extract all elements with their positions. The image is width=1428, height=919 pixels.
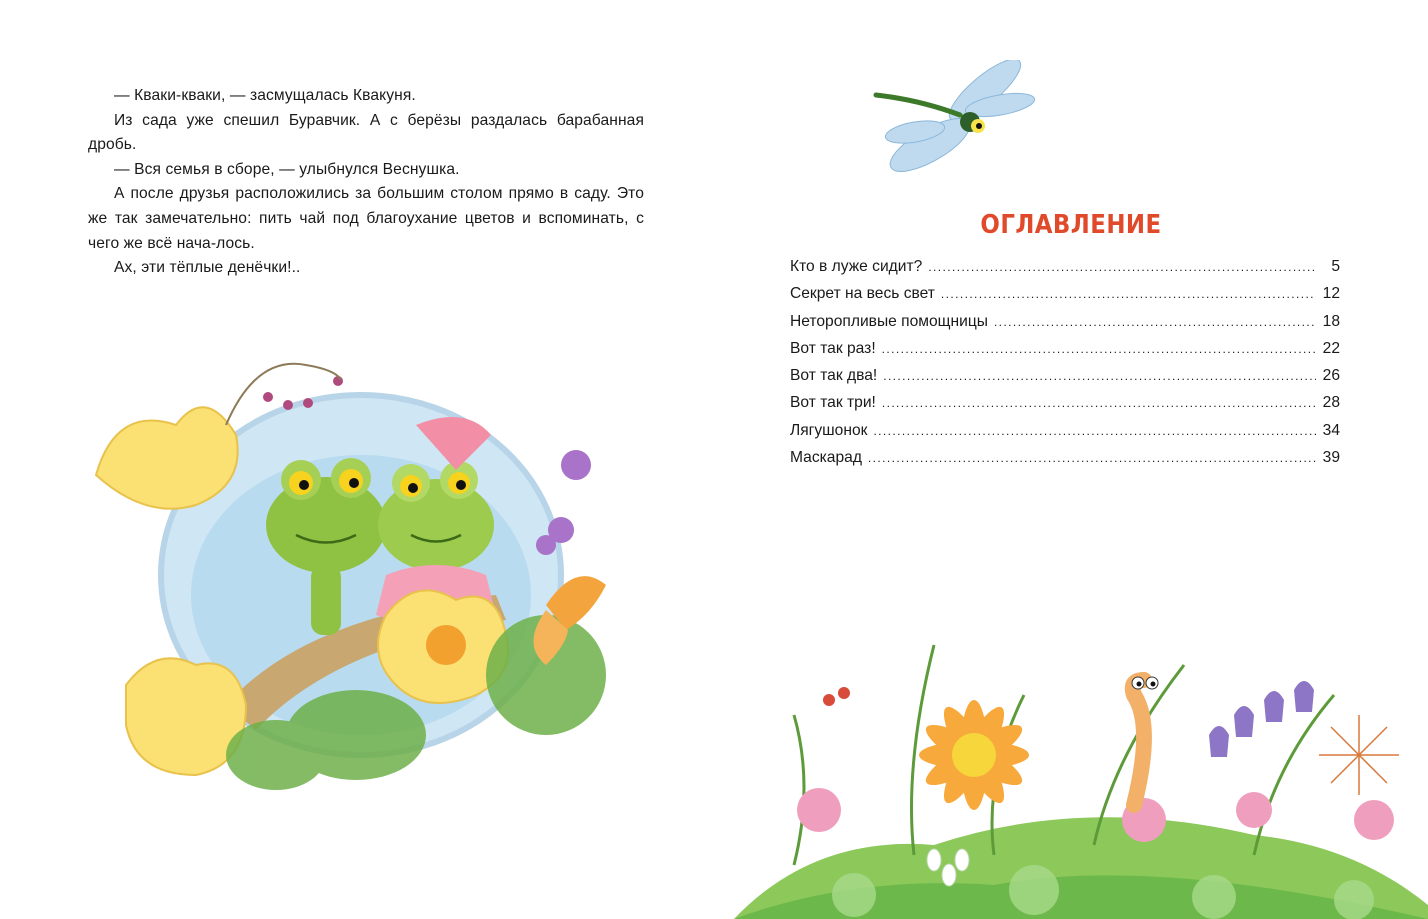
toc-leader <box>883 369 1316 383</box>
toc-entry[interactable] <box>790 258 1340 285</box>
toc-entry-page: 5 <box>1331 258 1340 275</box>
toc-entry-title: Неторопливые помощницы <box>790 312 988 330</box>
table-of-contents <box>790 258 1340 476</box>
toc-entry-title: Вот так раз! <box>790 339 876 357</box>
story-text <box>88 84 644 281</box>
toc-entry-title: Лягушонок <box>790 421 868 439</box>
toc-title: ОГЛАВЛЕНИЕ <box>980 210 1162 240</box>
toc-entry-page: 26 <box>1322 367 1340 385</box>
toc-entry-page: 12 <box>1322 285 1340 303</box>
toc-entry-page: 22 <box>1322 339 1340 357</box>
toc-leader <box>941 287 1316 301</box>
toc-leader <box>868 451 1316 465</box>
toc-entry[interactable] <box>790 449 1340 476</box>
toc-leader <box>882 342 1316 356</box>
toc-entry-title: Вот так два! <box>790 367 878 385</box>
toc-entry-title: Вот так три! <box>790 394 876 412</box>
toc-leader <box>882 396 1316 410</box>
toc-entry-page: 34 <box>1322 421 1340 439</box>
toc-entry[interactable] <box>790 313 1340 340</box>
story-paragraph: — Вся семья в сборе, — улыбнулся Веснушка. <box>114 160 460 178</box>
toc-entry-title: Кто в луже сидит? <box>790 258 923 275</box>
toc-entry-page: 18 <box>1322 312 1340 330</box>
story-paragraph: Из сада уже спешил Буравчик. А с берёзы раздалась барабанная дробь. <box>88 111 644 154</box>
toc-leader <box>873 424 1316 438</box>
toc-leader <box>994 315 1316 329</box>
toc-entry-page: 39 <box>1322 449 1340 467</box>
toc-entry[interactable] <box>790 422 1340 449</box>
meadow-flowers-with-worm-illustration <box>734 605 1428 919</box>
toc-leader <box>928 260 1316 274</box>
toc-entry-title: Секрет на весь свет <box>790 285 935 303</box>
toc-entry-title: Маскарад <box>790 449 862 467</box>
dragonfly-illustration <box>870 60 1050 180</box>
toc-entry[interactable] <box>790 340 1340 367</box>
toc-entry-page: 28 <box>1322 394 1340 412</box>
story-paragraph: А после друзья расположились за большим столом прямо в саду. Это же так замечательно: пить чай под благоухание цветов и вспоминать, с чего же всё нача-лось. <box>88 185 644 252</box>
story-paragraph: — Кваки-кваки, — засмущалась Квакуня. <box>114 87 416 104</box>
story-paragraph: Ах, эти тёплые денёчки!.. <box>114 259 301 277</box>
toc-entry[interactable] <box>790 285 1340 312</box>
toc-entry[interactable] <box>790 367 1340 394</box>
frogs-with-flowers-illustration <box>76 345 636 805</box>
toc-entry[interactable] <box>790 394 1340 421</box>
right-page <box>714 0 1428 919</box>
